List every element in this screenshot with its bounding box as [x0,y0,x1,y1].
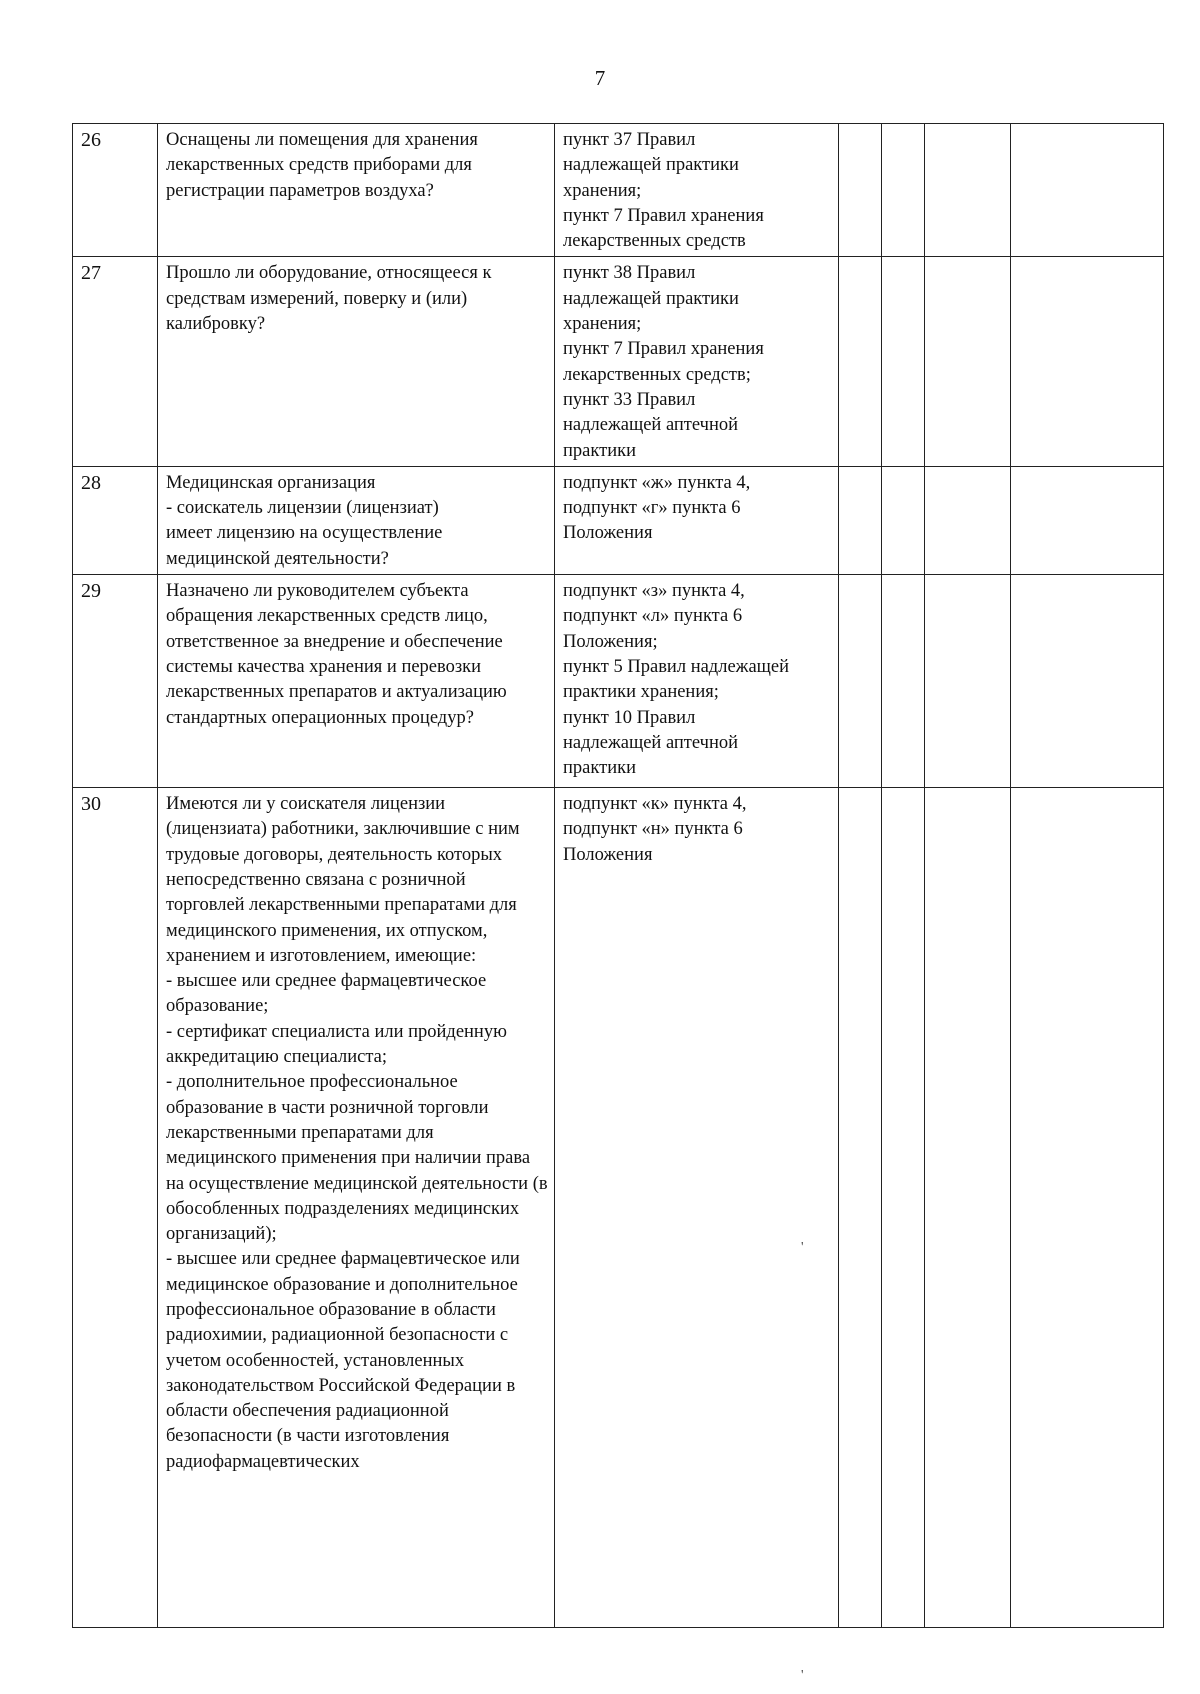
page-number: 7 [594,66,606,90]
table-row [73,575,1164,788]
table-row [73,788,1164,1628]
checklist-table [72,123,1164,1628]
answer-cell [925,124,1011,257]
requirement-question: Назначено ли руководителем субъекта обращения лекарственных средств лицо, ответственное за внедрение и обеспечение системы качества хранения и перевозки лекарственных препаратов и актуализацию стандартных операционных процедур? [158,575,555,788]
scan-speck: ' [801,1668,804,1683]
answer-cell [839,466,882,574]
legal-reference: подпункт «к» пункта 4, подпункт «н» пункта 6 Положения [555,788,839,1628]
legal-reference: подпункт «ж» пункта 4, подпункт «г» пункта 6 Положения [555,466,839,574]
notes-cell [1011,466,1164,574]
notes-cell [1011,788,1164,1628]
row-number: 26 [73,124,158,257]
table-row [73,124,1164,257]
answer-cell [882,124,925,257]
requirement-question: Медицинская организация - соискатель лицензии (лицензиат) имеет лицензию на осуществление медицинской деятельности? [158,466,555,574]
notes-cell [1011,257,1164,466]
answer-cell [925,575,1011,788]
notes-cell [1011,124,1164,257]
answer-cell [839,124,882,257]
answer-cell [839,257,882,466]
legal-reference: пункт 38 Правил надлежащей практики хранения; пункт 7 Правил хранения лекарственных средств; пункт 33 Правил надлежащей аптечной практики [555,257,839,466]
scan-speck: ' [801,1240,804,1255]
answer-cell [882,575,925,788]
requirement-question: Оснащены ли помещения для хранения лекарственных средств приборами для регистрации параметров воздуха? [158,124,555,257]
row-number: 29 [73,575,158,788]
table-row [73,466,1164,574]
row-number: 27 [73,257,158,466]
row-number: 30 [73,788,158,1628]
answer-cell [882,257,925,466]
table-row [73,257,1164,466]
answer-cell [882,788,925,1628]
notes-cell [1011,575,1164,788]
answer-cell [925,257,1011,466]
requirement-question: Прошло ли оборудование, относящееся к средствам измерений, поверку и (или) калибровку? [158,257,555,466]
row-number: 28 [73,466,158,574]
legal-reference: подпункт «з» пункта 4, подпункт «л» пункта 6 Положения; пункт 5 Правил надлежащей практики хранения; пункт 10 Правил надлежащей аптечной практики [555,575,839,788]
answer-cell [882,466,925,574]
answer-cell [925,466,1011,574]
legal-reference: пункт 37 Правил надлежащей практики хранения; пункт 7 Правил хранения лекарственных средств [555,124,839,257]
requirement-question: Имеются ли у соискателя лицензии (лицензиата) работники, заключившие с ним трудовые договоры, деятельность которых непосредственно связана с розничной торговлей лекарственными препаратами для медицинского применения, их отпуском, хранением и изготовлением, имеющие: - высшее или среднее фармацевтическое образование; - сертификат специалиста или пройденную аккредитацию специалиста; - дополнительное профессиональное образование в части розничной торговли лекарственными препаратами для медицинского применения при наличии права на осуществление медицинской деятельности (в обособленных подразделениях медицинских организаций); - высшее или среднее фармацевтическое или медицинское образование и дополнительное профессиональное образование в области радиохимии, радиационной безопасности с учетом особенностей, установленных законодательством Российской Федерации в области обеспечения радиационной безопасности (в части изготовления радиофармацевтических [158,788,555,1628]
answer-cell [839,575,882,788]
answer-cell [925,788,1011,1628]
answer-cell [839,788,882,1628]
